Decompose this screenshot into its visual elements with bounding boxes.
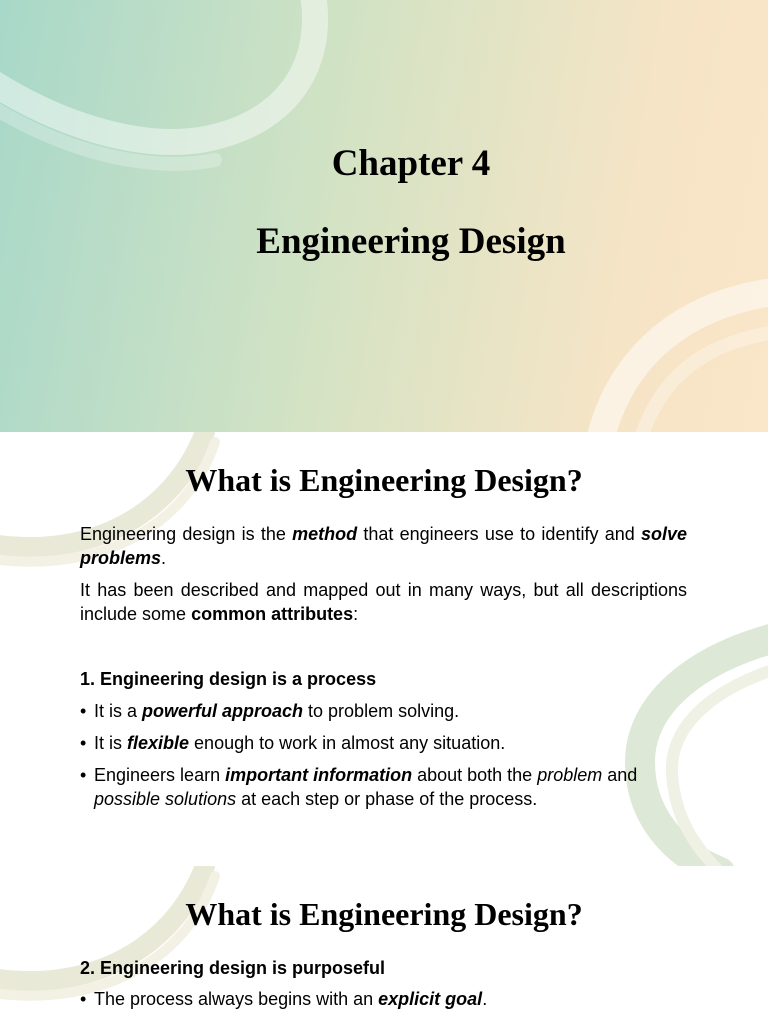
chapter-label: Chapter 4 — [331, 143, 491, 184]
paragraph-attributes: It has been described and mapped out in many ways, but all descriptions include some common attributes: — [80, 580, 687, 624]
list-item: • It is a powerful approach to problem solving. — [80, 699, 687, 723]
section-heading: 1. Engineering design is a process — [80, 669, 377, 689]
slide-title: What is Engineering Design? — [185, 462, 583, 498]
presentation-title: Engineering Design — [256, 221, 566, 262]
list-item: • The process always begins with an explicit goal. — [80, 987, 687, 1011]
decorative-swirl — [0, 0, 768, 432]
paragraph-definition: Engineering design is the method that engineers use to identify and solve problems. — [80, 524, 688, 568]
title-slide — [0, 0, 768, 432]
list-item: • It is flexible enough to work in almost any situation. — [80, 731, 687, 755]
content-slide-1 — [0, 432, 768, 866]
section-heading: 2. Engineering design is purposeful — [80, 958, 386, 978]
content-slide-2 — [0, 866, 768, 1024]
slide-title: What is Engineering Design? — [185, 896, 583, 932]
bullet-list — [80, 987, 687, 1019]
list-item: • Engineers learn important information about both the problem and possible solutions at each step or phase of the process. — [80, 763, 687, 811]
bullet-list — [80, 699, 687, 819]
